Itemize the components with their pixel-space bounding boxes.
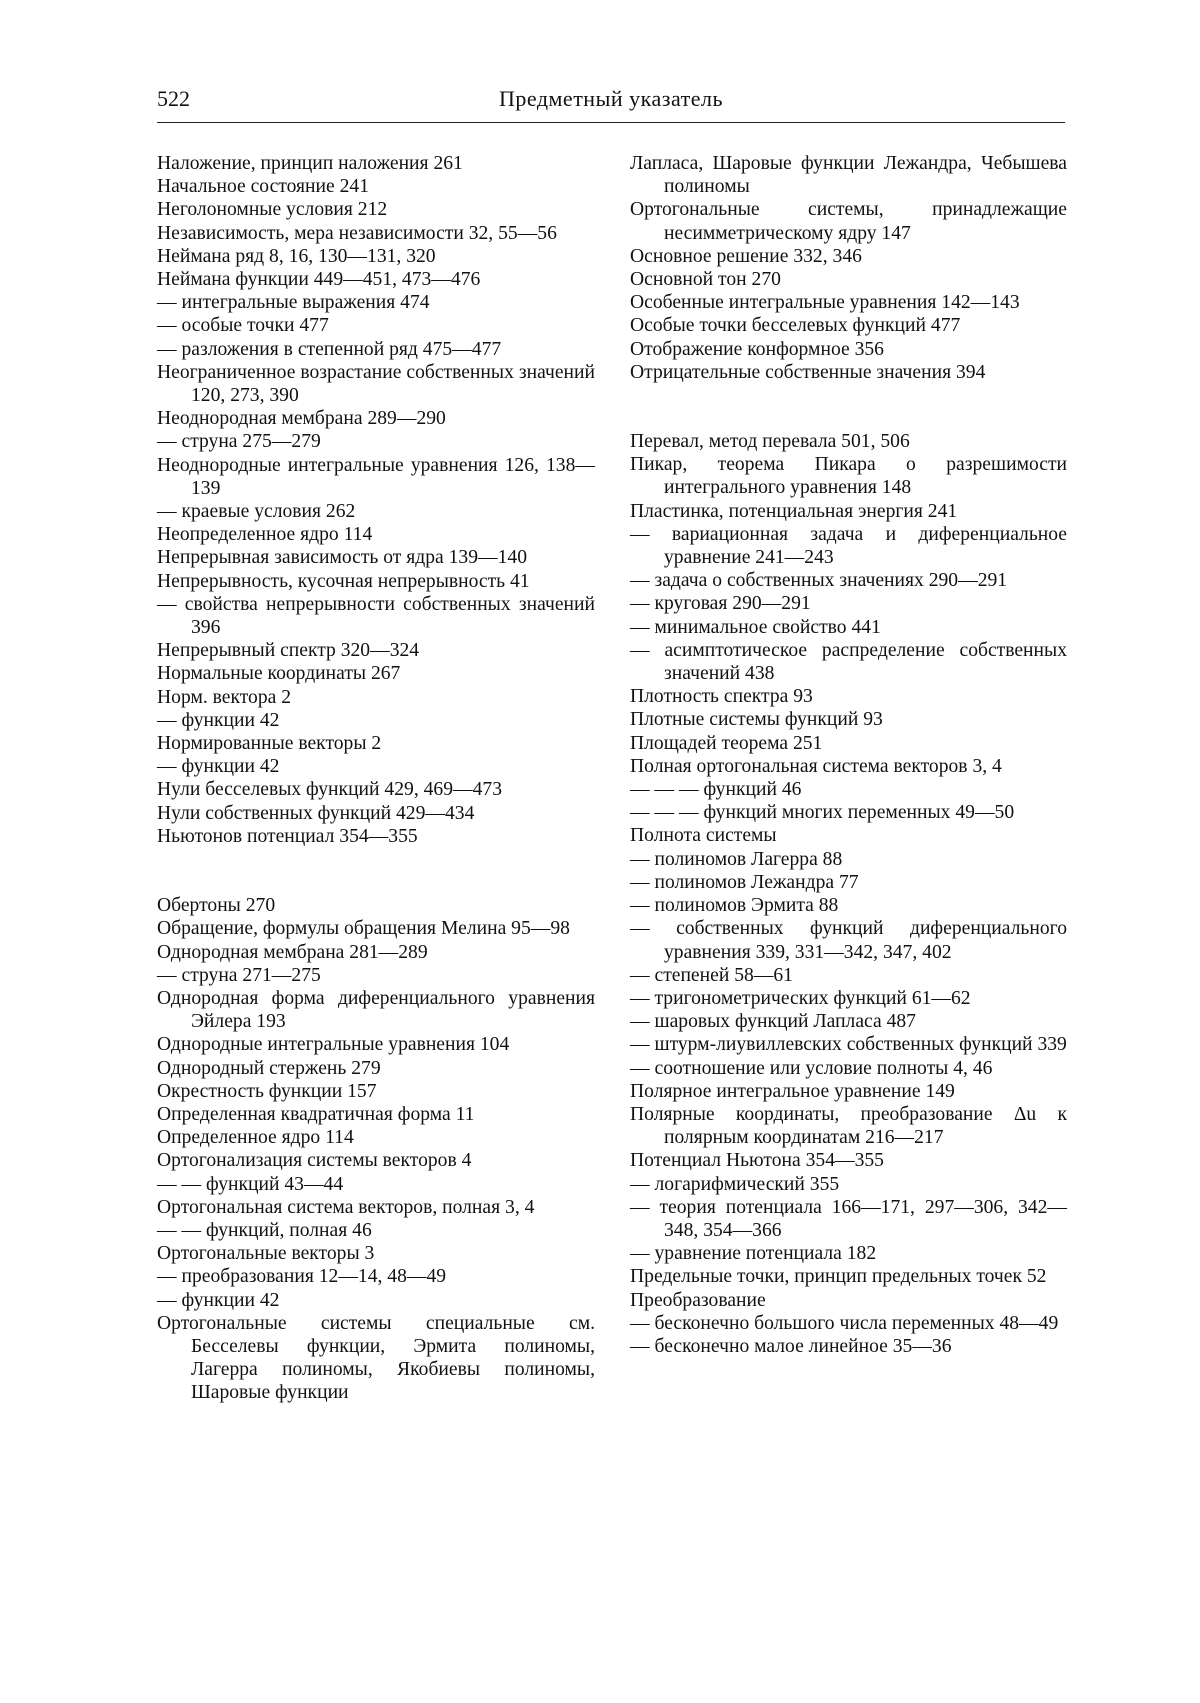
index-entry: Ортогональные системы, принадлежащие несимметрическому ядру 147	[630, 199, 1067, 244]
index-entry: — функции 42	[157, 709, 280, 731]
index-entry: Пикар, теорема Пикара о разрешимости интегрального уравнения 148	[630, 454, 1067, 499]
index-entry: Полнота системы	[630, 825, 777, 847]
index-entry: Преобразование	[630, 1289, 766, 1311]
index-entry: Определенная квадратичная форма 11	[157, 1103, 475, 1125]
index-entry: — собственных функций диференциального уравнения 339, 331—342, 347, 402	[630, 918, 1067, 963]
page-header	[157, 86, 1065, 116]
index-entry: Лапласа, Шаровые функции Лежандра, Чебышева полиномы	[630, 153, 1067, 198]
index-entry: Нормальные координаты 267	[157, 663, 401, 685]
index-entry: — асимптотическое распределение собственных значений 438	[630, 639, 1067, 685]
index-entry: Пластинка, потенциальная энергия 241	[630, 500, 958, 522]
index-entry: Отрицательные собственные значения 394	[630, 361, 986, 383]
index-entry: Отображение конформное 356	[630, 338, 884, 360]
index-entry: — функции 42	[157, 756, 280, 778]
index-entry: Наложение, принцип наложения 261	[157, 153, 463, 174]
index-entry: Норм. вектора 2	[157, 686, 292, 708]
index-entry: — свойства непрерывности собственных значений 396	[157, 593, 595, 639]
index-entry: — преобразования 12—14, 48—49	[157, 1266, 447, 1288]
index-entry: Неймана функции 449—451, 473—476	[157, 269, 481, 291]
index-entry: Однородная мембрана 281—289	[157, 941, 428, 963]
index-entry: — степеней 58—61	[630, 964, 793, 986]
index-entry: Нормированные векторы 2	[157, 733, 382, 755]
index-entry: Предельные точки, принцип предельных точек 52	[630, 1266, 1047, 1288]
index-entry: — бесконечно большого числа переменных 48—49	[630, 1312, 1059, 1334]
index-entry: Перевал, метод перевала 501, 506	[630, 431, 910, 453]
index-entry: Нули собственных функций 429—434	[157, 802, 475, 824]
index-entry: Ортогональная система векторов, полная 3, 4	[157, 1196, 535, 1218]
index-entry: Ортогонализация системы векторов 4	[157, 1150, 472, 1172]
index-entry: Непрерывность, кусочная непрерывность 41	[157, 570, 530, 592]
index-entry: — функции 42	[157, 1289, 280, 1311]
index-entry: — краевые условия 262	[157, 501, 356, 523]
index-entry: — — функций, полная 46	[157, 1219, 372, 1241]
letter-group-gap	[157, 848, 595, 894]
index-entry: Плотность спектра 93	[630, 686, 813, 708]
index-entry: Ньютонов потенциал 354—355	[157, 825, 418, 847]
index-entry: Потенциал Ньютона 354—355	[630, 1150, 884, 1172]
index-column-left	[157, 152, 595, 1405]
index-entry: Непрерывный спектр 320—324	[157, 640, 420, 662]
index-entry: — штурм-лиувиллевских собственных функций 339	[630, 1034, 1067, 1056]
index-entry: — разложения в степенной ряд 475—477	[157, 338, 502, 360]
index-entry: Определенное ядро 114	[157, 1127, 354, 1149]
index-entry: — полиномов Лагерра 88	[630, 848, 843, 870]
index-entry: — — функций 43—44	[157, 1173, 344, 1195]
index-entry: — — — функций 46	[630, 779, 802, 801]
index-entry: — задача о собственных значениях 290—291	[630, 570, 1008, 592]
index-entry: — бесконечно малое линейное 35—36	[630, 1335, 952, 1357]
index-entry: Особенные интегральные уравнения 142—143	[630, 292, 1020, 314]
index-entry: Однородная форма диференциального уравнения Эйлера 193	[157, 987, 595, 1033]
index-entry: Однородный стержень 279	[157, 1057, 381, 1079]
index-entry: Неголономные условия 212	[157, 199, 388, 221]
index-entry: Ортогональные векторы 3	[157, 1243, 375, 1265]
running-title: Предметный указатель	[498, 86, 724, 111]
index-entry: Полярное интегральное уравнение 149	[630, 1080, 955, 1102]
index-entry: Однородные интегральные уравнения 104	[157, 1034, 510, 1056]
index-entry: — полиномов Лежандра 77	[630, 871, 859, 893]
index-entry: Начальное состояние 241	[157, 176, 369, 198]
index-entry: — соотношение или условие полноты 4, 46	[630, 1057, 993, 1079]
index-entry: — логарифмический 355	[630, 1173, 840, 1195]
index-entry: Основной тон 270	[630, 269, 781, 291]
index-entry: — интегральные выражения 474	[157, 292, 430, 314]
index-entry: Независимость, мера независимости 32, 55—56	[157, 222, 557, 244]
index-entry: Полная ортогональная система векторов 3, 4	[630, 755, 1002, 777]
index-entry: Неоднородные интегральные уравнения 126, 138—139	[157, 454, 595, 499]
index-entry: Площадей теорема 251	[630, 732, 823, 754]
index-entry: Основное решение 332, 346	[630, 245, 862, 267]
page-number: 522	[157, 86, 190, 111]
index-entry: — тригонометрических функций 61—62	[630, 987, 971, 1009]
index-entry: Особые точки бесселевых функций 477	[630, 315, 961, 337]
index-entry: Обертоны 270	[157, 895, 276, 917]
index-entry: — теория потенциала 166—171, 297—306, 342—348, 354—366	[630, 1196, 1067, 1241]
index-entry: — полиномов Эрмита 88	[630, 895, 839, 917]
index-entry: Нули бесселевых функций 429, 469—473	[157, 779, 502, 801]
index-entry: Непрерывная зависимость от ядра 139—140	[157, 547, 528, 569]
header-rule	[157, 122, 1065, 123]
index-entry: Неоднородная мембрана 289—290	[157, 408, 446, 430]
index-entry: Окрестность функции 157	[157, 1080, 377, 1102]
index-entry: — уравнение потенциала 182	[630, 1243, 877, 1265]
index-entry: — круговая 290—291	[630, 593, 811, 615]
index-entry: Неопределенное ядро 114	[157, 524, 373, 546]
index-entry: Ортогональные системы специальные см. Бесселевы функции, Эрмита полиномы, Лагерра полиномы, Якобиевы полиномы, Шаровые функции	[157, 1312, 595, 1404]
index-entry: — струна 275—279	[157, 431, 321, 453]
index-column-right	[630, 152, 1067, 1358]
index-entry: — шаровых функций Лапласа 487	[630, 1011, 916, 1033]
index-entry: — минимальное свойство 441	[630, 616, 881, 638]
letter-group-gap	[630, 384, 1067, 430]
index-entry: Неймана ряд 8, 16, 130—131, 320	[157, 245, 436, 267]
index-entry: — — — функций многих переменных 49—50	[630, 802, 1015, 824]
index-entry: Полярные координаты, преобразование Δu к полярным координатам 216—217	[630, 1103, 1067, 1149]
index-entry: Обращение, формулы обращения Мелина 95—98	[157, 918, 570, 940]
index-entry: — струна 271—275	[157, 964, 321, 986]
index-entry: Плотные системы функций 93	[630, 709, 883, 731]
index-entry: Неограниченное возрастание собственных значений 120, 273, 390	[157, 361, 595, 407]
index-entry: — вариационная задача и диференциальное уравнение 241—243	[630, 523, 1067, 569]
index-entry: — особые точки 477	[157, 315, 329, 337]
